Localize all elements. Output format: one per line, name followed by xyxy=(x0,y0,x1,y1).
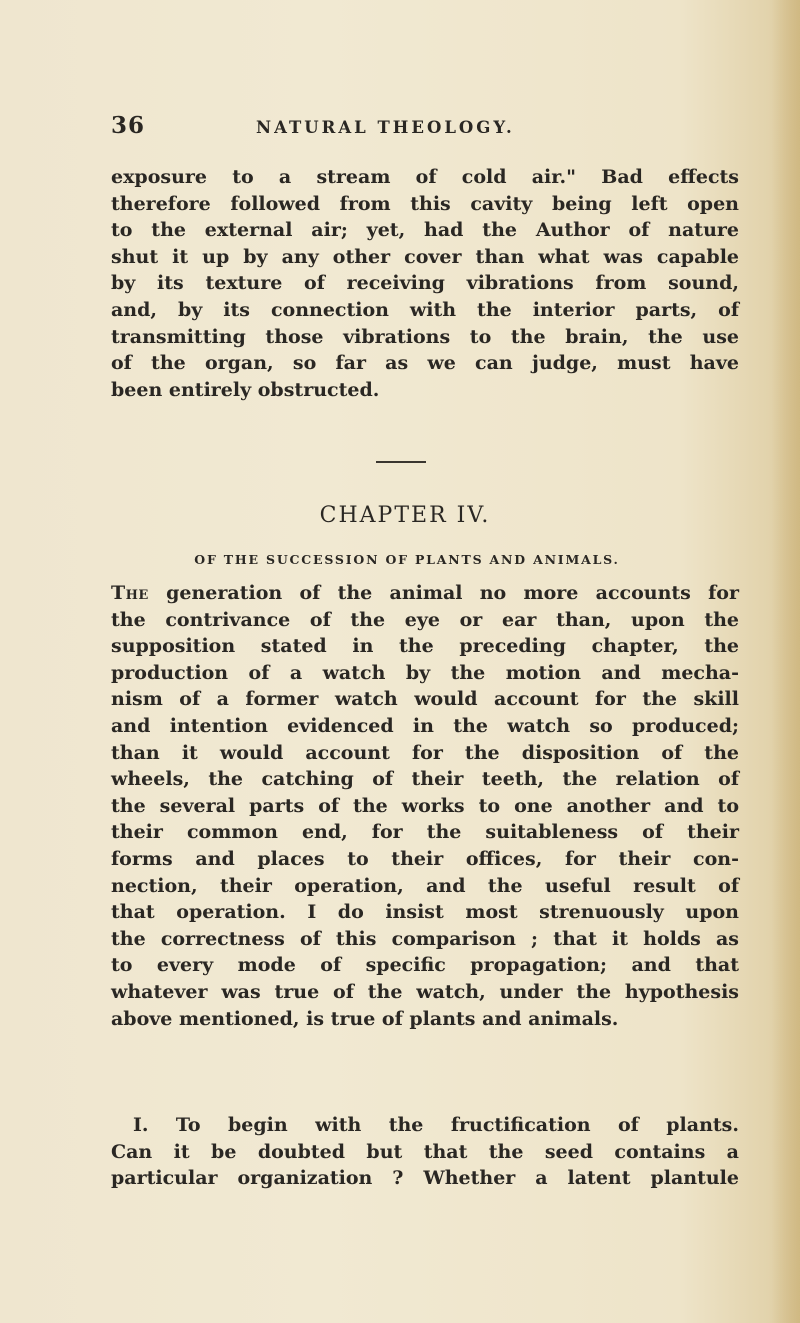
text-line: by its texture of receiving vibrations from sound, xyxy=(111,272,739,295)
text-line: exposure to a stream of cold air." Bad effects xyxy=(111,166,739,188)
text-line: nism of a former watch would account for the skill xyxy=(111,688,739,711)
text-line: forms and places to their offices, for their con- xyxy=(111,847,739,870)
chapter-subheading: OF THE SUCCESSION OF PLANTS AND ANIMALS. xyxy=(194,552,620,567)
text-line: production of a watch by the motion and mecha- xyxy=(111,661,739,684)
text-line: and, by its connection with the interior parts, of xyxy=(111,298,739,321)
text-line: Can it be doubted but that the seed contains a xyxy=(111,1140,739,1163)
text-line: the several parts of the works to one another and to xyxy=(111,794,739,817)
text-line: wheels, the catching of their teeth, the relation of xyxy=(111,768,739,791)
text-line: than it would account for the disposition of the xyxy=(111,741,739,764)
text-line: shut it up by any other cover than what was capable xyxy=(111,245,739,268)
text-line: I. To begin with the fructification of plants. xyxy=(133,1114,739,1136)
text-line: the correctness of this comparison ; that it holds as xyxy=(111,927,739,950)
text-line-first xyxy=(111,580,739,607)
chapter-heading: CHAPTER IV. xyxy=(319,503,491,528)
section-divider-rule xyxy=(376,461,426,463)
text-line: of the organ, so far as we can judge, must have xyxy=(111,352,739,375)
paragraph-chapter-opening xyxy=(111,580,739,1032)
text-line: and intention evidenced in the watch so produced; xyxy=(111,714,739,737)
page-number: 36 xyxy=(111,112,146,139)
text-line: that operation. I do insist most strenuously upon xyxy=(111,901,739,924)
text-line: supposition stated in the preceding chapter, the xyxy=(111,635,739,658)
paragraph-continued xyxy=(111,164,739,403)
running-head: NATURAL THEOLOGY. xyxy=(256,118,515,137)
text-line: to every mode of specific propagation; and that xyxy=(111,954,739,977)
text-line: above mentioned, is true of plants and animals. xyxy=(111,1007,619,1030)
text-line: therefore followed from this cavity being left open xyxy=(111,192,739,215)
first-line-rest: generation of the animal no more accounts for xyxy=(148,582,739,604)
text-line: nection, their operation, and the useful result of xyxy=(111,874,739,897)
text-line: the contrivance of the eye or ear than, upon the xyxy=(111,608,739,631)
text-line: transmitting those vibrations to the brain, the use xyxy=(111,325,739,348)
text-line: been entirely obstructed. xyxy=(111,378,380,401)
paragraph-section-one xyxy=(111,1112,739,1192)
text-line: their common end, for the suitableness of their xyxy=(111,821,739,844)
text-line: particular organization ? Whether a latent plantule xyxy=(111,1167,739,1190)
text-line: whatever was true of the watch, under the hypothesis xyxy=(111,980,739,1003)
page-header xyxy=(111,112,691,142)
opening-word: The xyxy=(111,582,149,604)
page-edge-shadow xyxy=(772,0,800,1323)
text-line: to the external air; yet, had the Author of nature xyxy=(111,219,739,242)
